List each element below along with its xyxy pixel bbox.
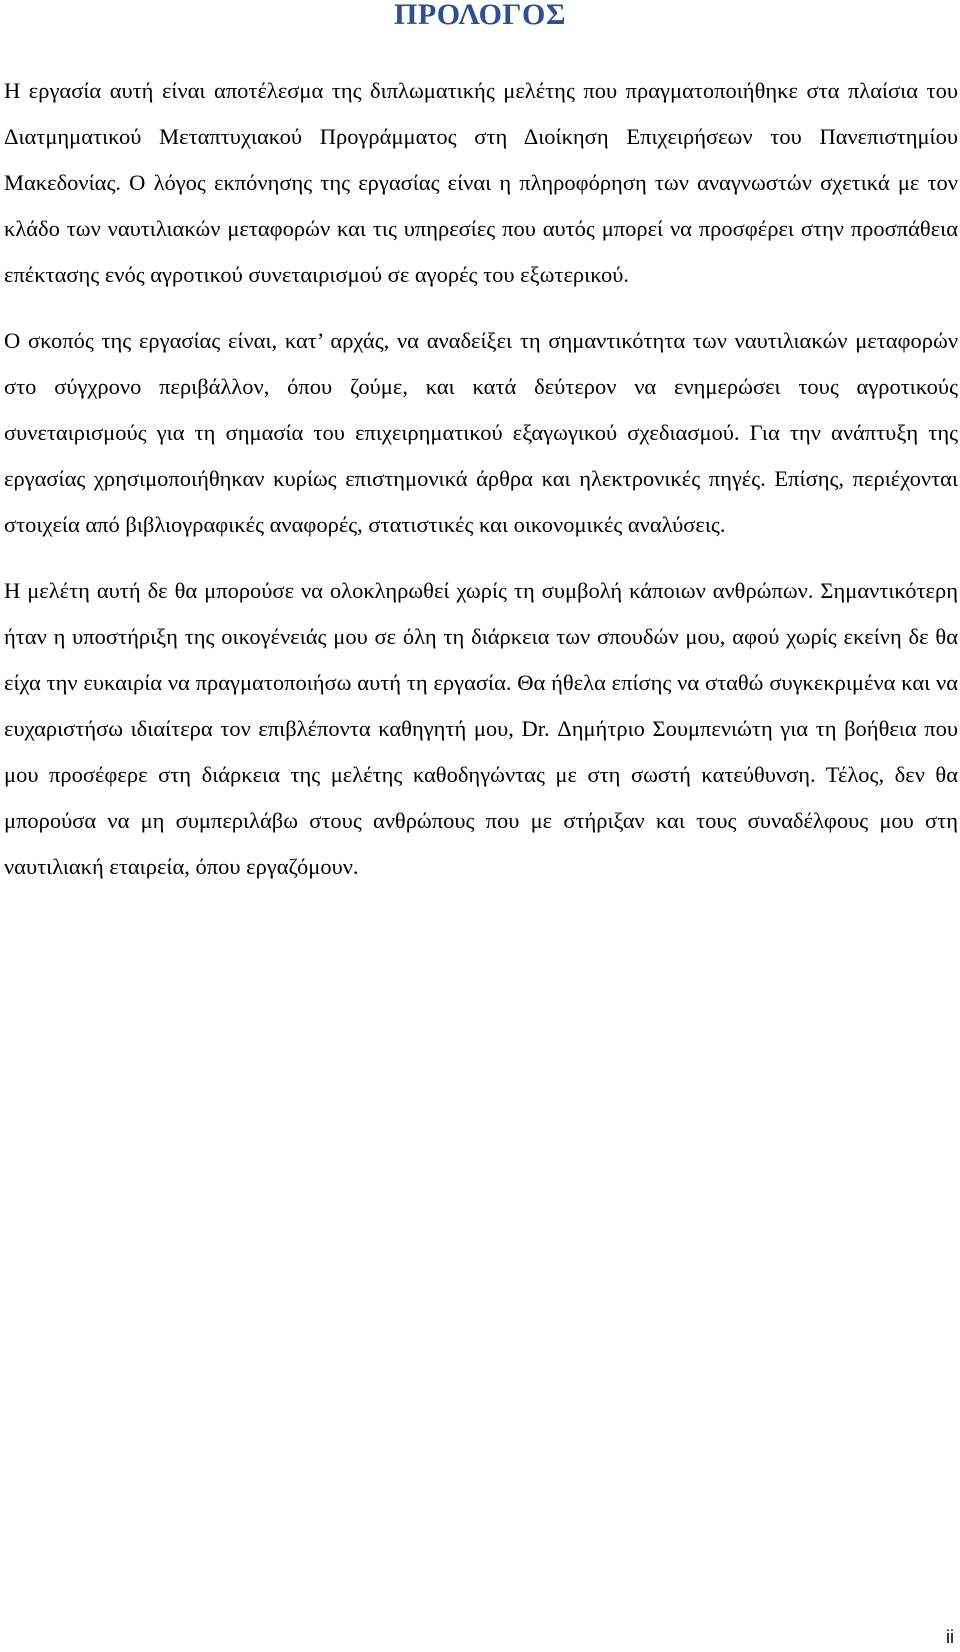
paragraph-1: Η εργασία αυτή είναι αποτέλεσμα της διπλωματικής μελέτης που πραγματοποιήθηκε στα πλαίσια του Διατμηματικού Μεταπτυχιακού Προγράμματος στη Διοίκηση Επιχειρήσεων του Πανεπιστημίου Μακεδονίας. Ο λόγος εκπόνησης της εργασίας είναι η πληροφόρηση των αναγνωστών σχετικά με τον κλάδο των ναυτιλιακών μεταφορών και τις υπηρεσίες που αυτός μπορεί να προσφέρει στην προσπάθεια επέκτασης ενός αγροτικού συνεταιρισμού σε αγορές του εξωτερικού. [4, 78, 958, 287]
page-number: ii [946, 1627, 954, 1647]
page-title: ΠΡΟΛΟΓΟΣ [394, 0, 566, 31]
paragraph-2: Ο σκοπός της εργασίας είναι, κατ’ αρχάς, να αναδείξει τη σημαντικότητα των ναυτιλιακών μεταφορών στο σύγχρονο περιβάλλον, όπου ζούμε, και κατά δεύτερον να ενημερώσει τους αγροτικούς συνεταιρισμούς για τη σημασία του επιχειρηματικού εξαγωγικού σχεδιασμού. Για την ανάπτυξη της εργασίας χρησιμοποιήθηκαν κυρίως επιστημονικά άρθρα και ηλεκτρονικές πηγές. Επίσης, περιέχονται στοιχεία από βιβλιογραφικές αναφορές, στατιστικές και οικονομικές αναλύσεις. [4, 328, 958, 537]
paragraph-3: Η μελέτη αυτή δε θα μπορούσε να ολοκληρωθεί χωρίς τη συμβολή κάποιων ανθρώπων. Σημαντικότερη ήταν η υποστήριξη της οικογένειάς μου σε όλη τη διάρκεια των σπουδών μου, αφού χωρίς εκείνη δε θα είχα την ευκαιρία να πραγματοποιήσω αυτή τη εργασία. Θα ήθελα επίσης να σταθώ συγκεκριμένα και να ευχαριστήσω ιδιαίτερα τον επιβλέποντα καθηγητή μου, Dr. Δημήτριο Σουμπενιώτη για τη βοήθεια που μου προσέφερε στη διάρκεια της μελέτης καθοδηγώντας με στη σωστή κατεύθυνση. Τέλος, δεν θα μπορούσα να μη συμπεριλάβω στους ανθρώπους που με στήριξαν και τους συναδέλφους μου στη ναυτιλιακή εταιρεία, όπου εργαζόμουν. [4, 578, 958, 879]
document-body [4, 68, 958, 890]
